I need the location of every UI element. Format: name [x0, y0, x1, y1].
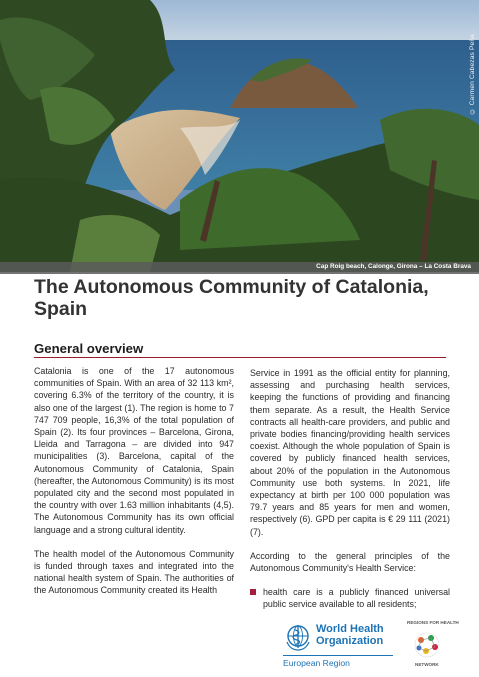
paragraph: According to the general principles of the Autonomous Community's Health Service:	[250, 550, 450, 574]
bullet-item: health care is a publicly financed universal public service available to all residents;	[250, 586, 450, 610]
who-logo	[283, 622, 393, 670]
who-emblem-icon	[283, 622, 313, 652]
paragraph: Service in 1991 as the official entity for planning, assessing and purchasing health services, keeping the functions of providing and financing them separate. As a result, the Health Service contracts all health-care providers, and public and private bodies financing/providing health services coexist. Although the whole population of Spain is covered by publicly financed health services, about 20% of the population in the Autonomous Community use both systems. In 2021, life expectancy at birth per 100 000 population was 79.7 years and 85 years for men and women, respectively (6). GPD per capita is € 29 111 (2021) (7).	[250, 368, 450, 537]
section-title: General overview	[34, 341, 144, 356]
hero-photo	[0, 0, 479, 272]
beach-landscape-image	[0, 0, 479, 272]
left-column	[34, 365, 234, 609]
caption-bar	[0, 262, 479, 274]
paragraph: The health model of the Autonomous Community is funded through taxes and integrated into the national health system of Spain. The authorities of the Autonomous Community created its Health	[34, 548, 234, 596]
rhn-bottom-label: NETWORK	[415, 662, 439, 667]
paragraph: Catalonia is one of the 17 autonomous communities of Spain. With an area of 32 113 km², covering 6.3% of the territory of the country, it is also one of the largest (1). The region is home to 7 747 709 people, 16,3% of the total population of Spain (2). Its four provinces – Barcelona, Girona, Lleida and Tarragona – are divided into 947 municipalities (3). Barcelona, capital of the Autonomous Community of Catalonia, Spain (hereafter, the Autonomous Community) is its most populated city and the second most populated in the country with over 1.63 million inhabitants (4,5). The Autonomous Community has its own official language and a strong cultural identity.	[34, 366, 234, 535]
rhn-top-label: REGIONS FOR HEALTH	[407, 620, 459, 625]
page-title: The Autonomous Community of Catalonia, Spain	[34, 276, 429, 320]
section-divider	[34, 357, 446, 358]
photo-caption: Cap Roig beach, Calonge, Girona – La Costa Brava	[316, 263, 471, 270]
who-region: European Region	[283, 655, 393, 668]
right-column	[250, 367, 450, 623]
who-name: World Health Organization	[316, 623, 384, 647]
photo-credit: © Carmen Cabezas Peña	[469, 34, 476, 115]
regions-for-health-logo	[401, 618, 459, 670]
